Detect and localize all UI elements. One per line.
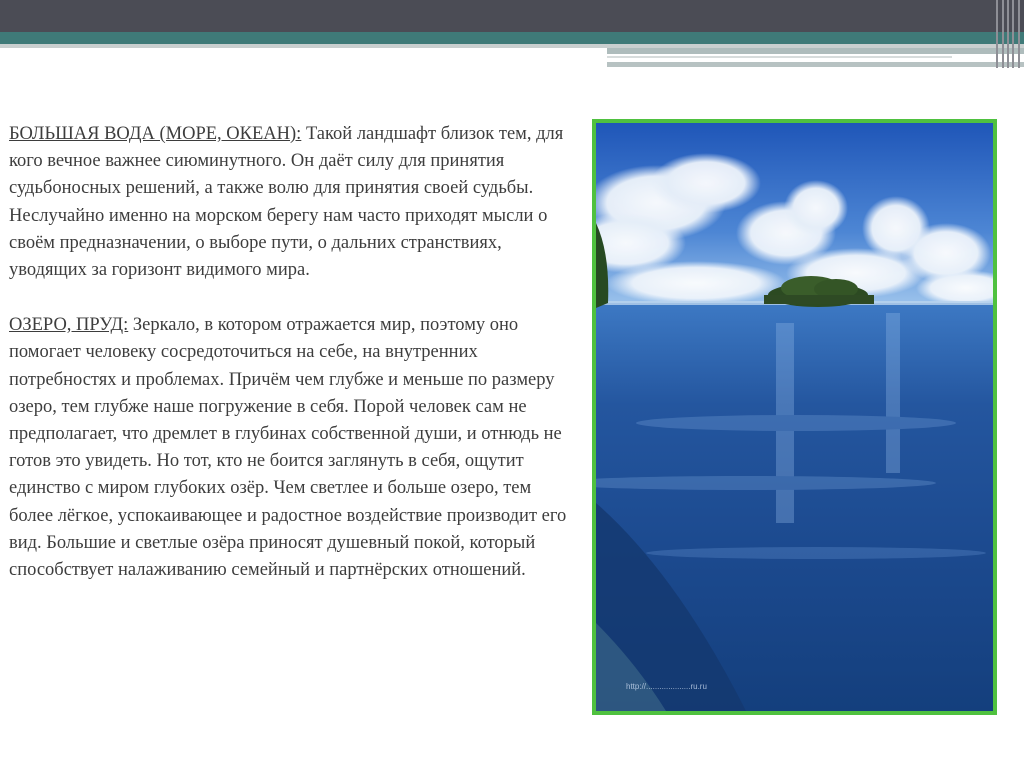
term-sea: БОЛЬШАЯ ВОДА (МОРЕ, ОКЕАН): bbox=[9, 124, 302, 144]
term-lake: ОЗЕРО, ПРУД: bbox=[9, 315, 129, 336]
header-accent-bar-lower bbox=[607, 62, 1024, 67]
header-accent-line bbox=[607, 56, 952, 58]
header-bar-dark bbox=[0, 0, 1024, 32]
paragraph-sea bbox=[9, 121, 571, 284]
text-lake: Зеркало, в котором отражается мир, поэтому оно помогает человеку сосредоточиться на себе, на внутренних потребностях и проблемах. Причём чем глубже и меньше по размеру озеро, тем глубже наше погружение в себя. Порой человек сам не предполагает, что дремлет в глубинах собственной души, и отнюдь не готов это увидеть. Но тот, кто не боится заглянуть в себя, ощутит единство с миром глубоких озёр. Чем светлее и больше озеро, тем более лёгкое, успокаивающее и радостное воздействие производит его вид. Большие и светлые озёра приносят душевный покой, который способствует налаживанию семейный и партнёрских отношений. bbox=[9, 315, 567, 581]
body-text bbox=[9, 121, 571, 584]
sea-photo bbox=[592, 119, 997, 715]
header-accent-bar bbox=[607, 48, 1024, 54]
photo-watermark: http://....................ru.ru bbox=[626, 682, 707, 691]
text-sea: Такой ландшафт близок тем, для кого вечное важнее сиюминутного. Он даёт силу для принятия судьбоносных решений, а также волю для принятия своей судьбы. Неслучайно именно на морском берегу нам часто приходят мысли о своём предназначении, о выборе пути, о дальних странствиях, уводящих за горизонт видимого мира. bbox=[9, 124, 564, 281]
sea-island-image bbox=[596, 123, 993, 711]
paragraph-lake bbox=[9, 312, 571, 584]
header-stripes bbox=[994, 0, 1024, 68]
header-bar-teal bbox=[0, 32, 1024, 44]
